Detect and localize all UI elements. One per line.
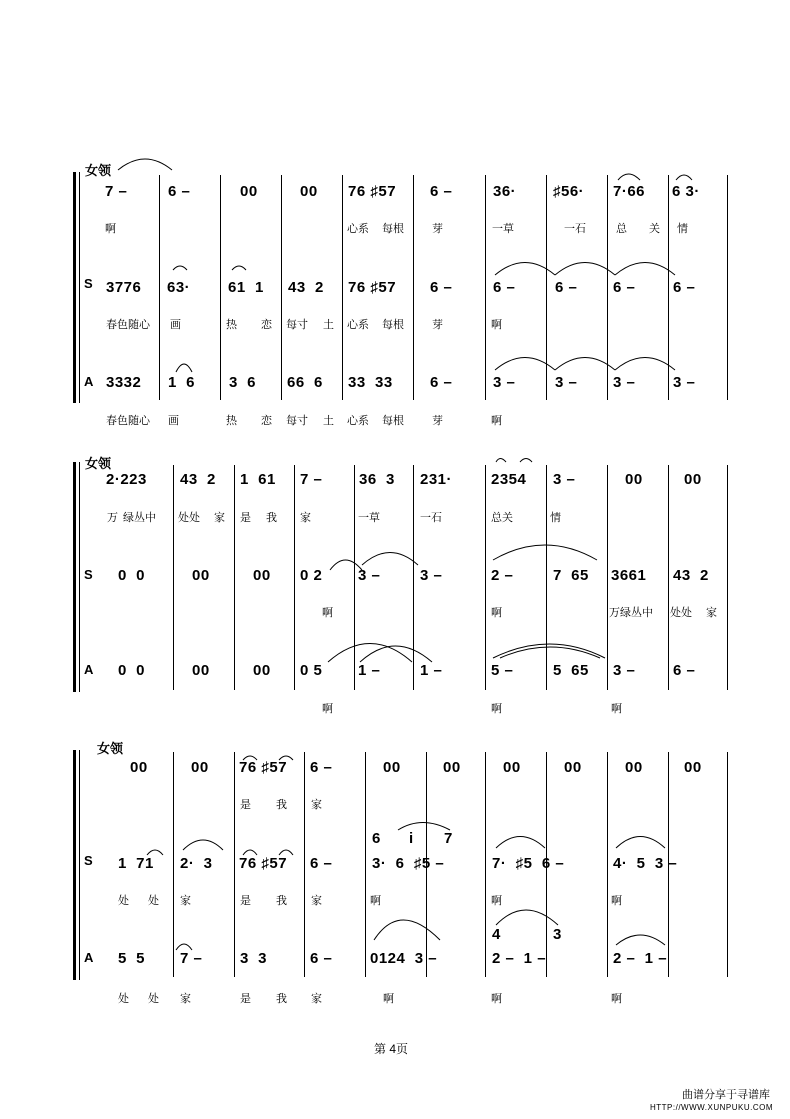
alto-notes: 66 6 <box>287 374 323 391</box>
alto-lyric: 啊 <box>611 703 622 715</box>
lead-notes: 7 – <box>300 471 323 488</box>
alto-notes: 1 – <box>420 662 443 679</box>
slur <box>520 459 532 463</box>
lead-notes: 00 <box>625 471 643 488</box>
lead-notes: 36 3 <box>359 471 395 488</box>
lead-notes: 6 – <box>310 759 333 776</box>
lead-notes: 43 2 <box>180 471 216 488</box>
lead-lyric: 家 <box>214 512 225 524</box>
soprano-notes: 2· 3 <box>180 855 213 872</box>
lead-lyric: 芽 <box>432 223 443 235</box>
lead-lyric: 总 <box>616 223 627 235</box>
alto-lyric: 家 <box>180 993 191 1005</box>
soprano-notes: 7· ♯5 6 – <box>492 855 565 872</box>
alto-notes: 5 5 <box>118 950 146 967</box>
slur <box>279 756 293 760</box>
soprano-lyric: 处处 <box>670 607 692 619</box>
alto-notes: 6 – <box>673 662 696 679</box>
alto-lyric: 啊 <box>611 993 622 1005</box>
lead-notes: 1 61 <box>240 471 276 488</box>
watermark-text: 曲谱分享于寻谱库 <box>682 1089 770 1101</box>
lead-lyric: 情 <box>550 512 561 524</box>
lead-notes: 00 <box>191 759 209 776</box>
alto-notes: 00 <box>192 662 210 679</box>
soprano-notes: 4· 5 3 – <box>613 855 678 872</box>
alto-lyric: 心系 <box>347 415 369 427</box>
lead-notes: 00 <box>130 759 148 776</box>
alto-notes: 5 65 <box>553 662 589 679</box>
soprano-notes: 43 2 <box>288 279 324 296</box>
soprano-lyric: 每寸 <box>286 319 308 331</box>
soprano-notes: 3661 <box>611 567 647 584</box>
soprano-voice-label: S <box>84 567 93 582</box>
lead-lyric: 处处 <box>178 512 200 524</box>
alto-notes: 7 – <box>180 950 203 967</box>
lead-notes: 7·66 <box>613 183 646 200</box>
slur <box>495 263 555 276</box>
lead-notes: 00 <box>564 759 582 776</box>
alto-lyric: 热 <box>226 415 237 427</box>
lead-notes: 00 <box>300 183 318 200</box>
soprano-lyric: 热 <box>226 319 237 331</box>
slur <box>374 920 440 940</box>
alto-lyric: 啊 <box>383 993 394 1005</box>
lead-notes: 3 – <box>553 471 576 488</box>
lead-notes: 76 ♯57 <box>348 183 397 200</box>
soprano-lyric: 春色随心 <box>106 319 150 331</box>
slur <box>555 358 615 371</box>
lead-voice-label: 女领 <box>97 741 124 756</box>
lead-notes: ♯56· <box>553 183 585 200</box>
soprano-lyric: 是 <box>240 895 251 907</box>
alto-lyric: 啊 <box>491 703 502 715</box>
lead-lyric: 一石 <box>564 223 586 235</box>
lead-notes: 76 ♯57 <box>239 759 288 776</box>
slur <box>173 266 187 270</box>
soprano-upper-note: 6 <box>372 830 381 847</box>
soprano-notes: 7 65 <box>553 567 589 584</box>
soprano-lyric: 心系 <box>347 319 369 331</box>
soprano-notes: 76 ♯57 <box>348 279 397 296</box>
lead-lyric: 万 <box>107 512 118 524</box>
slur <box>496 459 506 463</box>
alto-lyric: 土 <box>323 415 334 427</box>
soprano-lyric: 啊 <box>491 319 502 331</box>
alto-upper-note: 4 <box>492 926 501 943</box>
alto-notes: 1 – <box>358 662 381 679</box>
alto-notes: 0 5 <box>300 662 323 679</box>
soprano-voice-label: S <box>84 853 93 868</box>
alto-notes: 3 – <box>613 662 636 679</box>
soprano-voice-label: S <box>84 276 93 291</box>
lead-lyric: 家 <box>300 512 311 524</box>
slur <box>398 823 450 831</box>
soprano-notes: 00 <box>253 567 271 584</box>
alto-notes: 3332 <box>106 374 142 391</box>
lead-notes: 00 <box>625 759 643 776</box>
slur <box>183 840 223 850</box>
lead-voice-label: 女领 <box>85 163 112 178</box>
slur <box>232 266 246 270</box>
soprano-notes: 6 – <box>310 855 333 872</box>
alto-lyric: 处 <box>118 993 129 1005</box>
soprano-notes: 6 – <box>555 279 578 296</box>
lead-lyric: 是 <box>240 799 251 811</box>
lead-notes: 00 <box>443 759 461 776</box>
soprano-notes: 3776 <box>106 279 142 296</box>
soprano-notes: 6 – <box>613 279 636 296</box>
alto-notes: 00 <box>253 662 271 679</box>
soprano-lyric: 土 <box>323 319 334 331</box>
soprano-notes: 2 – <box>491 567 514 584</box>
soprano-lyric: 家 <box>180 895 191 907</box>
alto-notes: 3 3 <box>240 950 268 967</box>
lead-lyric: 情 <box>677 223 688 235</box>
slur <box>243 850 257 855</box>
slur <box>496 837 545 849</box>
alto-notes: 3 – <box>555 374 578 391</box>
alto-lyric: 每寸 <box>286 415 308 427</box>
soprano-notes: 63· <box>167 279 191 296</box>
alto-lyric: 啊 <box>491 993 502 1005</box>
lead-notes: 6 3· <box>672 183 700 200</box>
lead-notes: 231· <box>420 471 453 488</box>
lead-notes: 00 <box>240 183 258 200</box>
alto-notes: 1 6 <box>168 374 196 391</box>
soprano-lyric: 芽 <box>432 319 443 331</box>
soprano-lyric: 我 <box>276 895 287 907</box>
alto-notes: 3 6 <box>229 374 257 391</box>
soprano-lyric: 恋 <box>261 319 272 331</box>
lead-lyric: 家 <box>311 799 322 811</box>
soprano-notes: 0 0 <box>118 567 146 584</box>
alto-lyric: 芽 <box>432 415 443 427</box>
slur <box>615 358 675 371</box>
lead-lyric: 我 <box>266 512 277 524</box>
soprano-lyric: 啊 <box>491 895 502 907</box>
slur <box>555 263 615 276</box>
slur <box>176 944 192 950</box>
slur <box>147 850 163 855</box>
slur <box>360 646 432 662</box>
alto-notes: 33 33 <box>348 374 393 391</box>
soprano-notes: 76 ♯57 <box>239 855 288 872</box>
soprano-lyric: 啊 <box>491 607 502 619</box>
soprano-lyric: 家 <box>311 895 322 907</box>
alto-notes: 5 – <box>491 662 514 679</box>
soprano-lyric: 处 <box>118 895 129 907</box>
soprano-notes: 43 2 <box>673 567 709 584</box>
soprano-upper-note: 7 <box>444 830 453 847</box>
alto-notes: 6 – <box>430 374 453 391</box>
lead-notes: 6 – <box>168 183 191 200</box>
alto-lyric: 恋 <box>261 415 272 427</box>
lead-notes: 2354 <box>491 471 527 488</box>
lead-notes: 00 <box>503 759 521 776</box>
alto-notes: 0 0 <box>118 662 146 679</box>
lead-lyric: 啊 <box>105 223 116 235</box>
alto-notes: 3 – <box>613 374 636 391</box>
lead-lyric: 心系 <box>347 223 369 235</box>
slur <box>495 358 555 371</box>
slur <box>615 263 675 276</box>
lead-lyric: 我 <box>276 799 287 811</box>
soprano-upper-note: i <box>409 830 414 847</box>
alto-lyric: 画 <box>168 415 179 427</box>
lead-lyric: 一草 <box>358 512 380 524</box>
alto-notes: 2 – 1 – <box>613 950 668 967</box>
soprano-notes: 1 71 <box>118 855 154 872</box>
soprano-notes: 3 – <box>420 567 443 584</box>
soprano-notes: 61 1 <box>228 279 264 296</box>
alto-lyric: 啊 <box>322 703 333 715</box>
soprano-notes: 3 – <box>358 567 381 584</box>
lead-notes: 6 – <box>430 183 453 200</box>
watermark-url: HTTP://WWW.XUNPUKU.COM <box>650 1103 773 1112</box>
alto-lyric: 啊 <box>491 415 502 427</box>
soprano-lyric: 处 <box>148 895 159 907</box>
soprano-lyric: 啊 <box>322 607 333 619</box>
lead-voice-label: 女领 <box>85 456 112 471</box>
alto-notes: 2 – 1 – <box>492 950 547 967</box>
alto-lyric: 处 <box>148 993 159 1005</box>
lead-lyric: 关 <box>649 223 660 235</box>
alto-voice-label: A <box>84 950 94 965</box>
alto-notes: 0124 3 – <box>370 950 438 967</box>
slur <box>676 175 692 180</box>
alto-voice-label: A <box>84 374 94 389</box>
lead-notes: 2·223 <box>106 471 147 488</box>
soprano-notes: 6 – <box>673 279 696 296</box>
slur <box>493 644 605 658</box>
lead-lyric: 绿丛中 <box>123 512 156 524</box>
lead-notes: 7 – <box>105 183 128 200</box>
slur <box>362 553 418 566</box>
soprano-notes: 3· 6 ♯5 – <box>372 855 445 872</box>
lead-notes: 00 <box>684 759 702 776</box>
slur <box>330 560 362 570</box>
lead-lyric: 是 <box>240 512 251 524</box>
slur <box>243 756 257 760</box>
slur <box>616 935 665 945</box>
soprano-notes: 0 2 <box>300 567 323 584</box>
soprano-notes: 6 – <box>493 279 516 296</box>
lead-lyric: 每根 <box>382 223 404 235</box>
alto-notes: 6 – <box>310 950 333 967</box>
alto-lyric: 每根 <box>382 415 404 427</box>
lead-lyric: 一石 <box>420 512 442 524</box>
alto-lyric: 是 <box>240 993 251 1005</box>
soprano-lyric: 家 <box>706 607 717 619</box>
soprano-lyric: 每根 <box>382 319 404 331</box>
slur <box>493 545 597 560</box>
alto-lyric: 我 <box>276 993 287 1005</box>
soprano-notes: 00 <box>192 567 210 584</box>
slur <box>176 364 192 372</box>
soprano-lyric: 啊 <box>370 895 381 907</box>
lead-notes: 00 <box>383 759 401 776</box>
slur <box>279 850 293 855</box>
lead-notes: 00 <box>684 471 702 488</box>
alto-voice-label: A <box>84 662 94 677</box>
lead-lyric: 总关 <box>491 512 513 524</box>
soprano-notes: 6 – <box>430 279 453 296</box>
page-number: 第 4页 <box>374 1042 409 1056</box>
lead-notes: 36· <box>493 183 517 200</box>
lead-lyric: 一草 <box>492 223 514 235</box>
soprano-lyric: 啊 <box>611 895 622 907</box>
slur <box>118 159 172 170</box>
alto-upper-note: 3 <box>553 926 562 943</box>
alto-notes: 3 – <box>673 374 696 391</box>
alto-lyric: 春色随心 <box>106 415 150 427</box>
slur <box>496 910 558 925</box>
alto-lyric: 家 <box>311 993 322 1005</box>
slur <box>616 837 665 849</box>
alto-notes: 3 – <box>493 374 516 391</box>
soprano-lyric: 画 <box>170 319 181 331</box>
slur <box>500 647 600 658</box>
soprano-lyric: 万绿丛中 <box>609 607 653 619</box>
slur <box>618 174 640 180</box>
